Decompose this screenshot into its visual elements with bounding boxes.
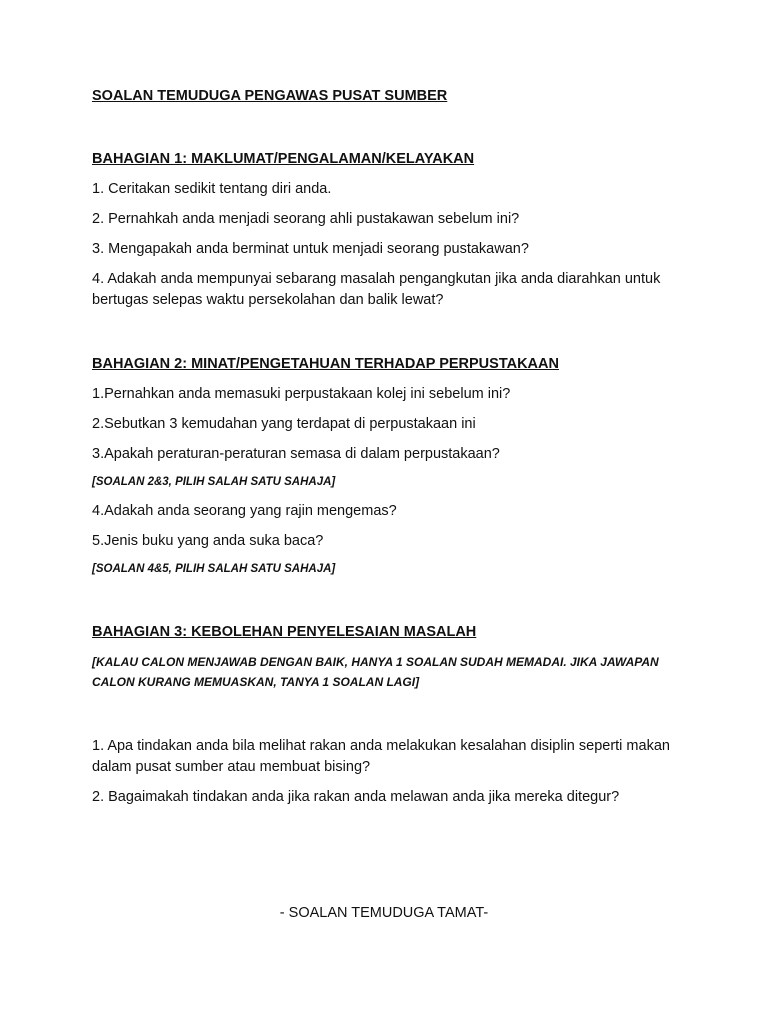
section-2-note-2: [SOALAN 4&5, PILIH SALAH SATU SAHAJA] <box>92 563 336 575</box>
section-3-note: [KALAU CALON MENJAWAB DENGAN BAIK, HANYA 1 SOALAN SUDAH MEMADAI. JIKA JAWAPAN CALON KURANG MEMUASKAN, TANYA 1 SOALAN LAGI] <box>92 655 659 689</box>
section-2-question-4: 4.Adakah anda seorang yang rajin mengemas? <box>92 503 397 519</box>
section-2-note-1: [SOALAN 2&3, PILIH SALAH SATU SAHAJA] <box>92 476 336 488</box>
section-1-title: BAHAGIAN 1: MAKLUMAT/PENGALAMAN/KELAYAKAN <box>92 151 475 167</box>
section-2-title: BAHAGIAN 2: MINAT/PENGETAHUAN TERHADAP PERPUSTAKAAN <box>92 356 559 372</box>
section-3 <box>92 622 682 808</box>
document-end-text: - SOALAN TEMUDUGA TAMAT- <box>279 905 489 921</box>
section-1-question-3: 3. Mengapakah anda berminat untuk menjadi seorang pustakawan? <box>92 241 529 257</box>
section-3-question-1: 1. Apa tindakan anda bila melihat rakan anda melakukan kesalahan disiplin seperti makan dalam pusat sumber atau membuat bising? <box>92 738 670 775</box>
section-2 <box>92 354 682 579</box>
document-page <box>92 86 682 817</box>
document-title: SOALAN TEMUDUGA PENGAWAS PUSAT SUMBER <box>92 88 448 104</box>
section-2-question-5: 5.Jenis buku yang anda suka baca? <box>92 533 324 549</box>
section-1-question-2: 2. Pernahkah anda menjadi seorang ahli pustakawan sebelum ini? <box>92 211 520 227</box>
section-2-question-3: 3.Apakah peraturan-peraturan semasa di dalam perpustakaan? <box>92 446 500 462</box>
section-1-question-4: 4. Adakah anda mempunyai sebarang masalah pengangkutan jika anda diarahkan untuk bertugas selepas waktu persekolahan dan balik lewat? <box>92 271 661 308</box>
section-1-question-1: 1. Ceritakan sedikit tentang diri anda. <box>92 181 332 197</box>
section-2-question-2: 2.Sebutkan 3 kemudahan yang terdapat di perpustakaan ini <box>92 416 476 432</box>
section-3-title: BAHAGIAN 3: KEBOLEHAN PENYELESAIAN MASALAH <box>92 624 477 640</box>
section-2-question-1: 1.Pernahkan anda memasuki perpustakaan kolej ini sebelum ini? <box>92 386 511 402</box>
section-1 <box>92 149 682 311</box>
section-3-question-2: 2. Bagaimakah tindakan anda jika rakan anda melawan anda jika mereka ditegur? <box>92 789 620 805</box>
